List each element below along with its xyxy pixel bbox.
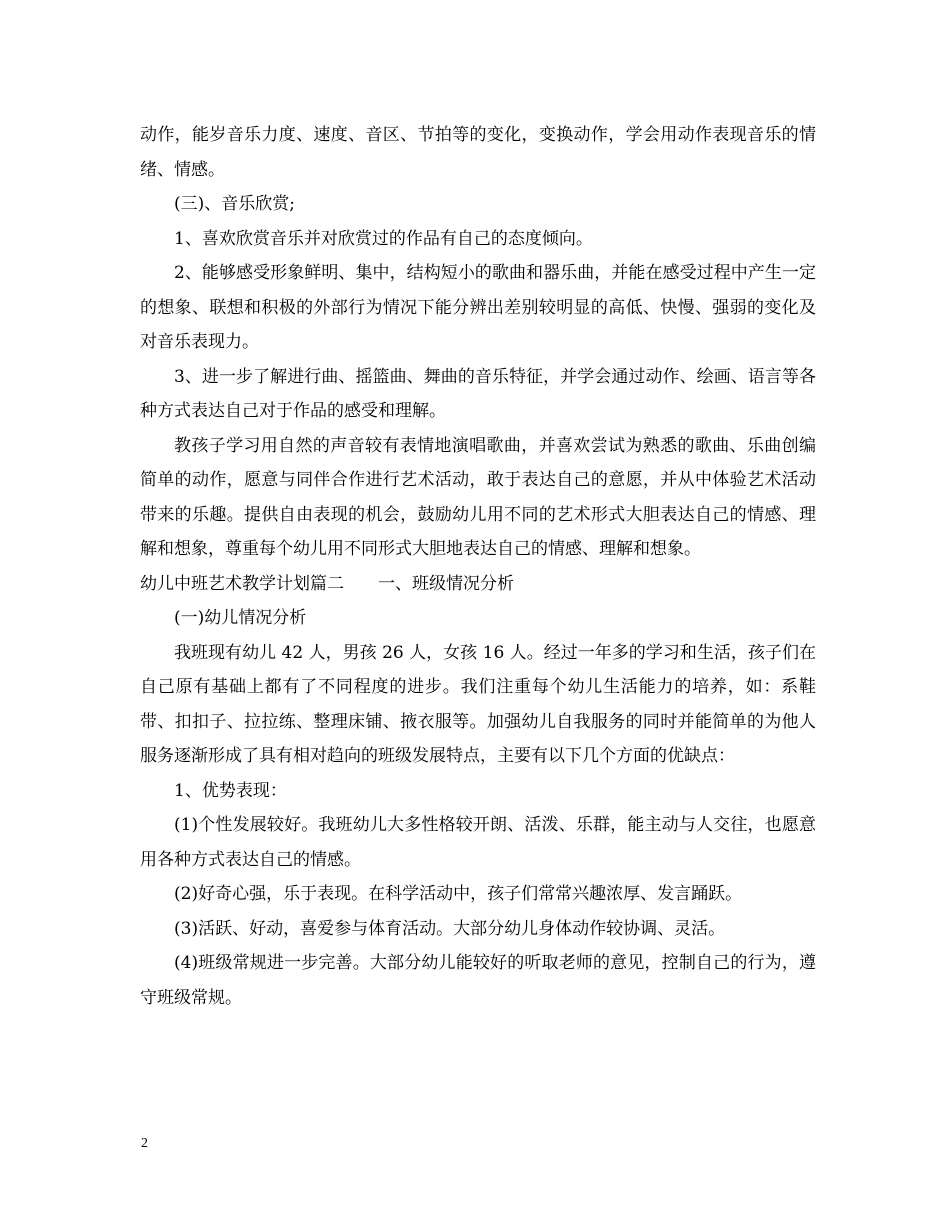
list-item-appreciation-3: 3、进一步了解进行曲、摇篮曲、舞曲的音乐特征，并学会通过动作、绘画、语言等各种方式表达自己对于作品的感受和理解。 <box>140 366 816 421</box>
list-item-appreciation-1: 1、喜欢欣赏音乐并对欣赏过的作品有自己的态度倾向。 <box>174 228 593 249</box>
section-title-plan-two: 幼儿中班艺术教学计划篇二 一、班级情况分析 <box>140 573 514 594</box>
list-item-strength-2: (2)好奇心强，乐于表现。在科学活动中，孩子们常常兴趣浓厚、发言踊跃。 <box>174 884 743 904</box>
list-item-strength-1: (1)个性发展较好。我班幼儿大多性格较开朗、活泼、乐群，能主动与人交往，也愿意用各种方式表达自己的情感。 <box>140 815 816 870</box>
list-heading-strengths: 1、优势表现： <box>174 780 287 801</box>
subsection-heading-child-analysis: (一)幼儿情况分析 <box>174 608 307 628</box>
paragraph-teaching-summary: 教孩子学习用自然的声音较有表情地演唱歌曲，并喜欢尝试为熟悉的歌曲、乐曲创编简单的动作，愿意与同伴合作进行艺术活动，敢于表达自己的意愿，并从中体验艺术活动带来的乐趣。提供自由表现的机会，鼓励幼儿用不同的艺术形式大胆表达自己的情感、理解和想象，尊重每个幼儿用不同形式大胆地表达自己的情感、理解和想象。 <box>140 435 816 559</box>
list-item-strength-3: (3)活跃、好动，喜爱参与体育活动。大部分幼儿身体动作较协调、灵活。 <box>174 918 726 939</box>
section-heading-music-appreciation: (三)、音乐欣赏; <box>174 194 295 214</box>
page-number: 2 <box>141 1136 148 1151</box>
paragraph-music-movement: 动作，能岁音乐力度、速度、音区、节拍等的变化，变换动作，学会用动作表现音乐的情绪、情感。 <box>140 125 816 180</box>
list-item-strength-4: (4)班级常规进一步完善。大部分幼儿能较好的听取老师的意见，控制自己的行为，遵守班级常规。 <box>140 953 816 1008</box>
list-item-appreciation-2: 2、能够感受形象鲜明、集中，结构短小的歌曲和器乐曲，并能在感受过程中产生一定的想象、联想和积极的外部行为情况下能分辨出差别较明显的高低、快慢、强弱的变化及对音乐表现力。 <box>140 263 816 352</box>
document-body <box>140 118 816 1015</box>
paragraph-class-overview: 我班现有幼儿 42 人，男孩 26 人，女孩 16 人。经过一年多的学习和生活，孩子们在自己原有基础上都有了不同程度的进步。我们注重每个幼儿生活能力的培养，如：系鞋带、扣扣子、拉拉练、整理床铺、掖衣服等。加强幼儿自我服务的同时并能简单的为他人服务逐渐形成了具有相对趋向的班级发展特点，主要有以下几个方面的优缺点： <box>140 642 816 766</box>
